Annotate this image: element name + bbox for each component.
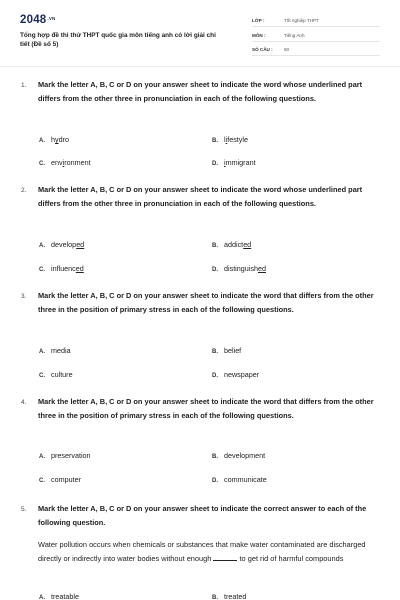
option-letter: B. [212,454,218,460]
option-text: newspaper [224,370,260,379]
site-logo[interactable] [20,14,56,26]
option-underlined: i [225,135,228,144]
option-letter: C. [39,267,45,273]
option-underlined: y [55,135,59,144]
option-text: dro [58,135,69,144]
question-text: Mark the letter A, B, C or D on your answer sheet to indicate the correct answer to each of the following question. [38,504,367,527]
option-underlined: ed [257,264,266,273]
question-number: 5. [21,506,27,513]
option-underlined: ed [76,240,85,249]
question-number: 4. [21,399,27,406]
question-text: Mark the letter A, B, C or D on your answer sheet to indicate the word whose underlined part differs from the other three in pronunciation in each of the following questions. [38,80,363,103]
option-letter: A. [39,138,45,144]
option-underlined: i [224,158,226,167]
question-number: 3. [21,293,27,300]
option-b[interactable] [212,592,246,600]
option-text: festyle [227,135,248,144]
option-text: ronment [64,158,91,167]
option-d[interactable] [212,158,256,167]
question-number: 1. [21,82,27,89]
option-a[interactable] [39,451,91,460]
meta-count-value: 50 [284,47,290,52]
option-b[interactable] [212,240,251,249]
meta-subject-row [252,30,380,42]
option-d[interactable] [212,475,267,484]
option-letter: C. [39,161,45,167]
meta-count-label: SỐ CÂU : [252,47,273,52]
option-b[interactable] [212,135,248,144]
option-text: media [51,346,71,355]
meta-subject-value: Tiếng Anh [284,33,305,38]
option-text: culture [51,370,73,379]
option-text: develop [51,240,77,249]
logo-suffix: .VN [47,16,56,21]
header-divider [0,66,400,67]
option-text: preservation [51,451,91,460]
question-number: 2. [21,187,27,194]
option-text: addict [224,240,244,249]
option-d[interactable] [212,370,259,379]
question-text: Mark the letter A, B, C or D on your answer sheet to indicate the word that differs from the other three in the position of primary stress in each of the following questions. [38,397,374,420]
meta-class-row [252,15,380,27]
option-letter: B. [212,349,218,355]
option-b[interactable] [212,451,265,460]
option-text: computer [51,475,81,484]
option-a[interactable] [39,346,71,355]
option-c[interactable] [39,370,73,379]
question-passage [38,538,378,566]
option-a[interactable] [39,240,84,249]
option-underlined: i [62,158,65,167]
option-c[interactable] [39,264,84,273]
option-text: distinguish [224,264,258,273]
option-text: h [51,135,55,144]
option-text: l [224,135,226,144]
option-text: treated [224,592,247,600]
option-letter: B. [212,595,218,600]
passage-text: Water pollution occurs when chemicals or substances that make water contaminated are discharged directly or indirectly into water bodies without enough [38,540,366,563]
option-text: communicate [224,475,267,484]
option-letter: B. [212,138,218,144]
option-a[interactable] [39,135,69,144]
meta-subject-label: MÔN : [252,33,266,38]
option-text: development [224,451,266,460]
meta-class-value: Tốt nghiệp THPT [284,18,319,23]
option-letter: A. [39,349,45,355]
meta-count-row [252,44,380,56]
document-header [0,0,400,74]
answer-blank [213,553,237,561]
passage-text: to get rid of harmful compounds [239,554,344,563]
question-text: Mark the letter A, B, C or D on your answer sheet to indicate the word that differs from the other three in the position of primary stress in each of the following questions. [38,291,374,314]
option-letter: A. [39,454,45,460]
option-text: treatable [51,592,79,600]
option-letter: D. [212,161,218,167]
option-c[interactable] [39,475,81,484]
option-text: belief [224,346,242,355]
option-letter: A. [39,243,45,249]
option-a[interactable] [39,592,79,600]
option-letter: C. [39,373,45,379]
option-underlined: ed [75,264,84,273]
option-letter: D. [212,373,218,379]
question-text: Mark the letter A, B, C or D on your answer sheet to indicate the word whose underlined part differs from the other three in pronunciation in each of the following questions. [38,185,363,208]
option-underlined: ed [243,240,252,249]
meta-class-label: LỚP : [252,18,265,23]
option-letter: B. [212,243,218,249]
option-letter: D. [212,478,218,484]
option-letter: C. [39,478,45,484]
option-text: env [51,158,63,167]
document-title: Tổng hợp đề thi thử THPT quốc gia môn tiếng anh có lời giải chi tiết (Đề số 5) [20,32,216,48]
logo-text: 2048 [20,14,47,26]
option-d[interactable] [212,264,266,273]
option-letter: A. [39,595,45,600]
option-letter: D. [212,267,218,273]
option-text: mmigrant [225,158,256,167]
option-text: influenc [51,264,76,273]
option-c[interactable] [39,158,91,167]
option-b[interactable] [212,346,241,355]
